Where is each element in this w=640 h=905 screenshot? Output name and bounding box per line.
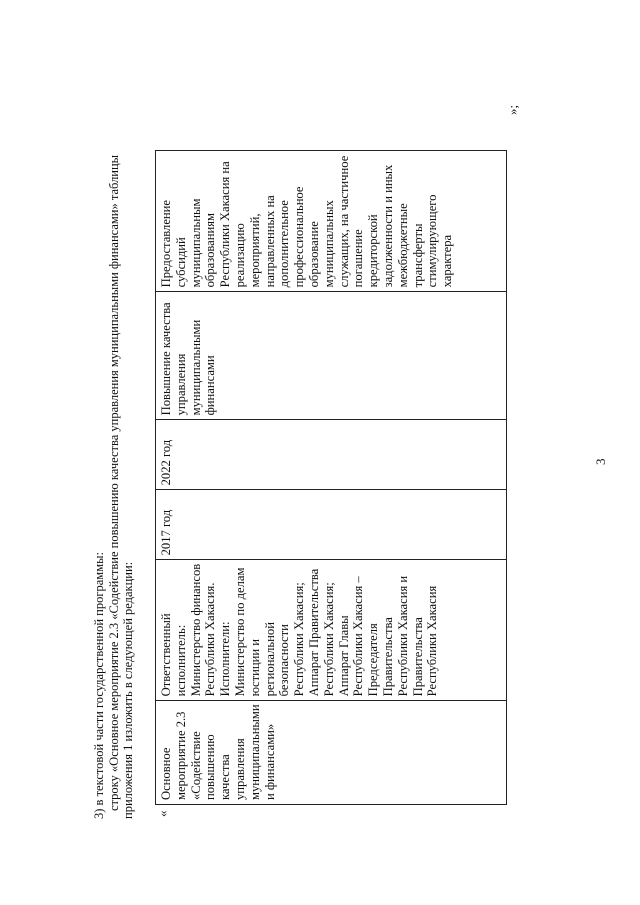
program-table xyxy=(155,150,507,805)
cell-event: Основное мероприятие 2.3 «Содействие повышению качества управления муниципальными и финансами» xyxy=(156,701,507,805)
page-number: 3 xyxy=(593,458,608,465)
cell-start-year: 2017 год xyxy=(156,490,507,560)
table-row xyxy=(156,151,507,805)
close-quote: »; xyxy=(505,104,520,115)
intro-line-3: приложения 1 изложить в следующей редакции: xyxy=(121,561,135,819)
cell-executors: Ответственный исполнитель: Министерство финансов Республики Хакасия. Исполнители: Министерство по делам юстиции и региональной безопасности Республики Хакасия; Аппарат Правительства Республики Хакасия; Аппарат Главы Республики Хакасия – Председателя Правительства Республики Хакасия и Правительства Республики Хакасия xyxy=(156,560,507,701)
cell-end-year: 2022 год xyxy=(156,420,507,490)
intro-text xyxy=(92,99,136,819)
open-quote: « xyxy=(155,810,170,817)
intro-line-2: строку «Основное мероприятие 2.3 «Содействие повышению качества управления муниципальными финансами» таблицы xyxy=(106,154,121,811)
cell-result: Повышение качества управления муниципальными финансами xyxy=(156,292,507,420)
cell-directions: Предоставление субсидий муниципальным образованиям Республики Хакасия на реализацию мероприятий, направленных на дополнительное профессиональное образование муниципальных служащих, на частичное погашение кредиторской задолженности и иных межбюджетные трансферты стимулирующего характера xyxy=(156,151,507,292)
intro-line-1: 3) в текстовой части государственной программы: xyxy=(92,552,106,819)
